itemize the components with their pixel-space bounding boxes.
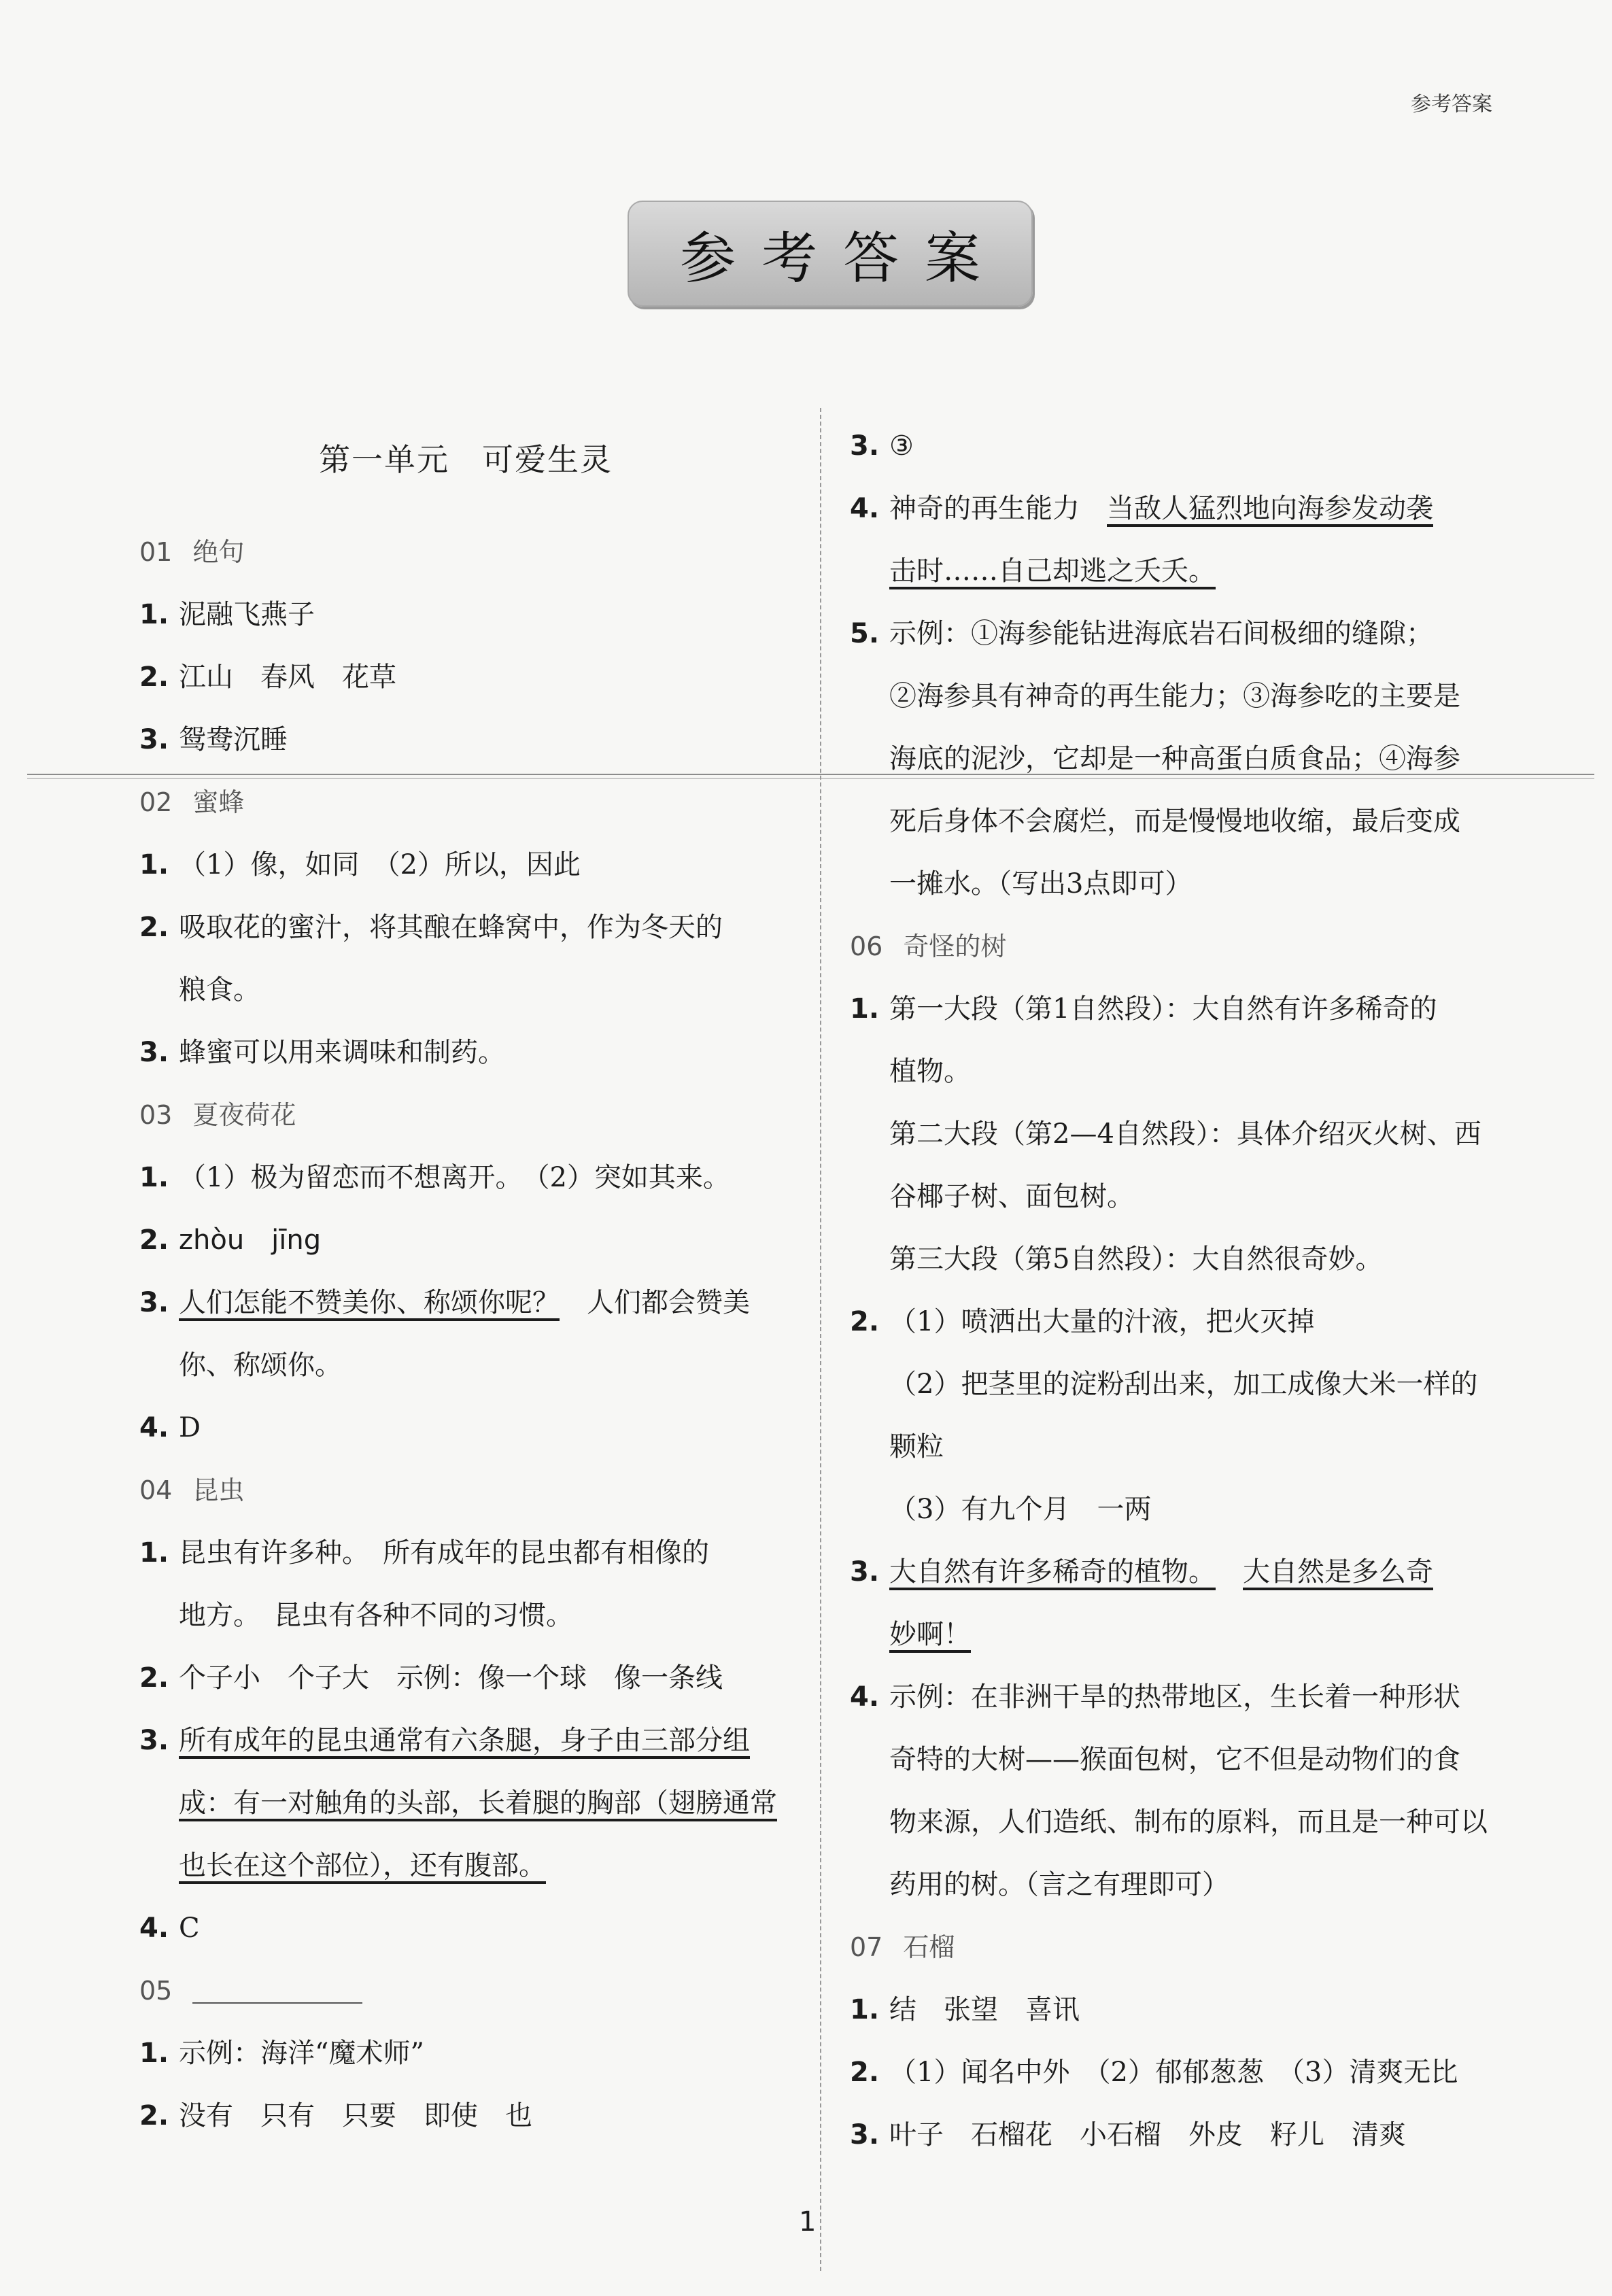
section-heading: 06 奇怪的树 bbox=[850, 931, 1007, 961]
answer-item: 3. 蜂蜜可以用来调味和制药。 bbox=[139, 1037, 505, 1068]
answer-item: 1. 结 张望 喜讯 bbox=[850, 1994, 1080, 2025]
answer-continuation: 一摊水。（写出3点即可） bbox=[889, 868, 1193, 899]
answer-item: 1. （1）极为留恋而不想离开。 （2）突如其来。 bbox=[139, 1162, 730, 1193]
answer-continuation: 第二大段（第2—4自然段）：具体介绍灭火树、西 bbox=[889, 1118, 1481, 1150]
page-number: 1 bbox=[799, 2206, 817, 2238]
answer-item: 3. 鸳鸯沉睡 bbox=[139, 724, 288, 755]
answer-item: 5. 示例：①海参能钻进海底岩石间极细的缝隙； bbox=[850, 618, 1433, 649]
title-banner bbox=[628, 201, 1033, 307]
answer-continuation: 海底的泥沙，它却是一种高蛋白质食品；④海参 bbox=[889, 743, 1460, 774]
answer-item: 4. 示例：在非洲干旱的热带地区，生长着一种形状 bbox=[850, 1681, 1460, 1713]
answer-continuation: 粮食。 bbox=[179, 974, 260, 1006]
answer-item: 2. 江山 春风 花草 bbox=[139, 662, 396, 693]
answer-item: 2. 吸取花的蜜汁，将其酿在蜂窝中，作为冬天的 bbox=[139, 912, 723, 943]
answer-item: 2. （1）喷洒出大量的汁液，把火灭掉 bbox=[850, 1306, 1315, 1337]
answer-continuation: 也长在这个部位），还有腹部。 bbox=[179, 1850, 546, 1881]
answer-item: 1. （1）像，如同 （2）所以，因此 bbox=[139, 849, 581, 880]
left-column bbox=[139, 415, 792, 2147]
section-heading: 04 昆虫 bbox=[139, 1475, 245, 1505]
page-title: 参考答案 bbox=[679, 226, 1006, 291]
answer-item: 3. 大自然有许多稀奇的植物。 大自然是多么奇 bbox=[850, 1556, 1433, 1588]
answer-item: 4. C bbox=[139, 1913, 200, 1944]
answer-item: 2. 没有 只有 只要 即使 也 bbox=[139, 2100, 532, 2131]
answer-continuation: 奇特的大树——猴面包树，它不但是动物们的食 bbox=[889, 1744, 1460, 1775]
answer-item: 3. ③ bbox=[850, 430, 914, 462]
header-label: 参考答案 bbox=[1411, 92, 1492, 116]
answer-continuation: （2）把茎里的淀粉刮出来，加工成像大米一样的 bbox=[889, 1369, 1478, 1400]
section-heading: 05 bbox=[139, 1959, 792, 2022]
answer-item: 3. 所有成年的昆虫通常有六条腿，身子由三部分组 bbox=[139, 1725, 750, 1756]
answer-continuation: 颗粒 bbox=[889, 1431, 944, 1462]
answer-item: 2. zhòu jīng bbox=[139, 1224, 322, 1256]
answer-item: 4. 神奇的再生能力 当敌人猛烈地向海参发动袭 bbox=[850, 493, 1433, 524]
answer-continuation: 死后身体不会腐烂，而是慢慢地收缩，最后变成 bbox=[889, 806, 1460, 837]
answer-continuation: ②海参具有神奇的再生能力；③海参吃的主要是 bbox=[889, 681, 1460, 712]
answer-item: 2. （1）闻名中外 （2）郁郁葱葱 （3）清爽无比 bbox=[850, 2057, 1458, 2088]
answer-continuation: 地方。 昆虫有各种不同的习惯。 bbox=[179, 1600, 573, 1631]
answer-item: 3. 人们怎能不赞美你、称颂你呢？ 人们都会赞美 bbox=[139, 1287, 750, 1318]
answer-continuation: 谷椰子树、面包树。 bbox=[889, 1181, 1134, 1212]
answer-continuation: 击时……自己却逃之夭夭。 bbox=[889, 555, 1216, 587]
answer-item: 1. 昆虫有许多种。 所有成年的昆虫都有相像的 bbox=[139, 1537, 709, 1569]
answer-continuation: 妙啊！ bbox=[889, 1619, 971, 1650]
answer-item: 2. 个子小 个子大 示例：像一个球 像一条线 bbox=[139, 1662, 723, 1694]
answer-continuation: 植物。 bbox=[889, 1056, 971, 1087]
answer-continuation: 第三大段（第5自然段）：大自然很奇妙。 bbox=[889, 1244, 1383, 1275]
section-heading: 07 石榴 bbox=[850, 1932, 955, 1962]
answer-item: 1. 示例：海洋“魔术师” bbox=[139, 2038, 424, 2069]
answer-item: 1. 泥融飞燕子 bbox=[139, 599, 315, 630]
column-divider bbox=[820, 408, 821, 2271]
answer-continuation: 成：有一对触角的头部，长着腿的胸部（翅膀通常 bbox=[179, 1787, 777, 1819]
section-heading: 01 绝句 bbox=[139, 537, 245, 567]
answer-item: 4. D bbox=[139, 1412, 201, 1443]
blank-title-line bbox=[192, 1982, 362, 2004]
unit-title: 第一单元 可爱生灵 bbox=[319, 441, 613, 478]
right-column bbox=[850, 415, 1503, 2166]
answer-continuation: 你、称颂你。 bbox=[179, 1350, 342, 1381]
answer-continuation: 物来源，人们造纸、制布的原料，而且是一种可以 bbox=[889, 1806, 1488, 1838]
answer-continuation: （3）有九个月 一两 bbox=[889, 1494, 1152, 1525]
answer-item: 3. 叶子 石榴花 小石榴 外皮 籽儿 清爽 bbox=[850, 2119, 1406, 2151]
section-heading: 02 蜜蜂 bbox=[139, 787, 245, 817]
answer-item: 1. 第一大段（第1自然段）：大自然有许多稀奇的 bbox=[850, 993, 1437, 1025]
section-heading: 03 夏夜荷花 bbox=[139, 1100, 296, 1130]
answer-continuation: 药用的树。（言之有理即可） bbox=[889, 1869, 1229, 1900]
